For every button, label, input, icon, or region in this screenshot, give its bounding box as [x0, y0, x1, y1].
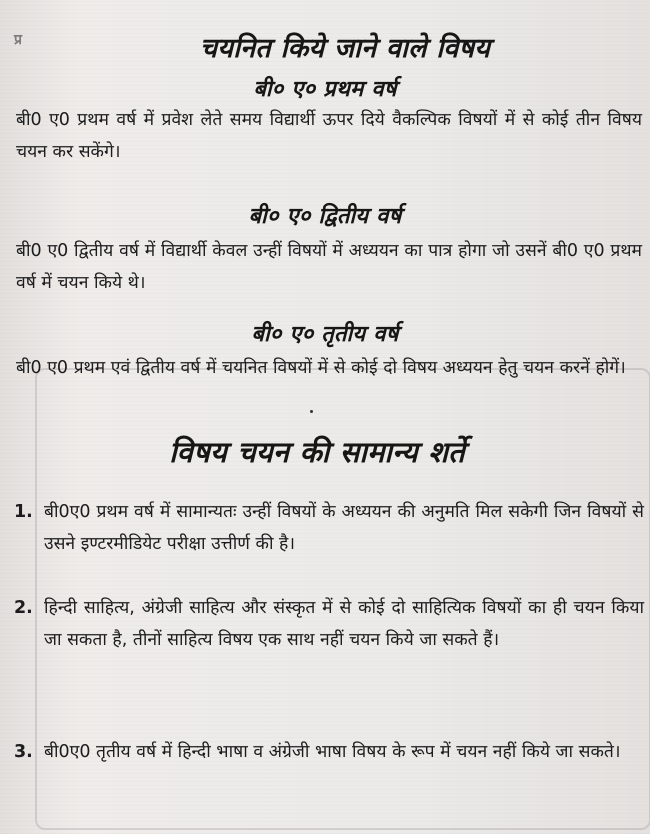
condition-number: 1.: [14, 502, 33, 522]
section-text-year-2: बी0 ए0 द्वितीय वर्ष में विद्यार्थी केवल उन्हीं विषयों में अध्ययन का पात्र होगा जो उसनें बी0 ए0 प्रथम वर्ष में चयन किये थे।: [16, 241, 642, 293]
conditions-heading: विषय चयन की सामान्य शर्ते: [169, 435, 465, 469]
section-text-year-1: बी0 ए0 प्रथम वर्ष में प्रवेश लेते समय विद्यार्थी ऊपर दिये वैकल्पिक विषयों में से कोई तीन विषय चयन कर सकेंगे।: [16, 110, 642, 162]
speck: [310, 410, 313, 413]
condition-text: बी0ए0 तृतीय वर्ष में हिन्दी भाषा व अंग्रेजी भाषा विषय के रूप में चयन नहीं किये जा सकते।: [44, 742, 621, 762]
edge-mark: प्र: [14, 32, 22, 48]
section-heading-year-3: बी० ए० तृतीय वर्ष: [251, 322, 399, 347]
condition-text: हिन्दी साहित्य, अंग्रेजी साहित्य और संस्कृत में से कोई दो साहित्यिक विषयों का ही चयन किया जा सकता है, तीनों साहित्य विषय एक साथ नहीं चयन किये जा सकते हैं।: [44, 598, 644, 650]
section-heading-year-1: बी० ए० प्रथम वर्ष: [253, 77, 397, 102]
condition-text: बी0ए0 प्रथम वर्ष में सामान्यतः उन्हीं विषयों के अध्ययन की अनुमति मिल सकेगी जिन विषयों से उसने इण्टरमीडियेट परीक्षा उत्तीर्ण की है।: [44, 502, 644, 554]
section-text-year-3: बी0 ए0 प्रथम एवं द्वितीय वर्ष में चयनित विषयों में से कोई दो विषय अध्ययन हेतु चयन करनें होगें।: [16, 358, 626, 378]
condition-number: 2.: [14, 598, 33, 618]
page-title: चयनित किये जाने वाले विषय: [199, 33, 491, 64]
section-heading-year-2: बी० ए० द्वितीय वर्ष: [248, 204, 402, 229]
condition-number: 3.: [14, 742, 33, 762]
